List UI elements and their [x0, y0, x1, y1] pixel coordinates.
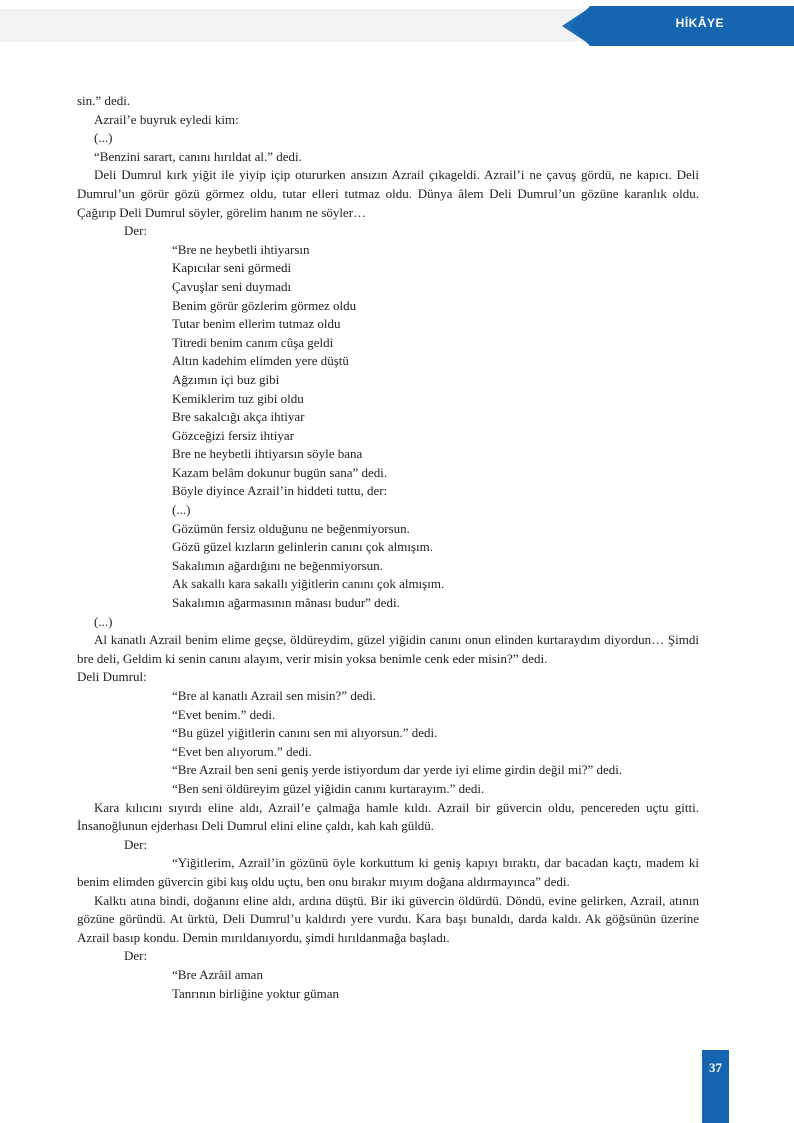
paragraph: “Yiğitlerim, Azrail’in gözünü öyle korkuttum ki geniş kapıyı bıraktı, dar bacadan kaçtı, madem ki benim elimden güvercin gibi kuş oldu uçtu, ben onu bırakır mıyım doğana aldırmayınca” dedi. [77, 855, 699, 889]
speaker-line: Der: [124, 948, 148, 964]
verse-line: Gözceğizi fersiz ihtiyar [172, 427, 294, 443]
section-label: HİKÂYE [675, 16, 724, 30]
verse-line: Altın kadehim elimden yere düştü [172, 353, 349, 369]
verse-line: Ağzımın içi buz gibi [172, 371, 280, 387]
verse-line: “Evet benim.” dedi. [172, 706, 276, 722]
paragraph: Deli Dumrul kırk yiğit ile yiyip içip otururken ansızın Azrail çıkageldi. Azrail’i ne çavuş gördü, ne kapıcı. Deli Dumrul’un görür gözü görmez oldu, tutar elleri tutmaz oldu. Dünya âlem Deli Dumrul’un gözüne karanlık oldu. Çağırıp Deli Dumrul söyler, görelim hanım ne söyler… [77, 167, 699, 220]
verse-line: Tutar benim ellerim tutmaz oldu [172, 316, 341, 332]
verse-line: Sakalımın ağardığını ne beğenmiyorsun. [172, 557, 383, 573]
verse-line: “Ben seni öldüreyim güzel yiğidin canını kurtarayım.” dedi. [172, 780, 485, 796]
verse-line: Gözümün fersiz olduğunu ne beğenmiyorsun. [172, 520, 410, 536]
verse-line: “Bre Azrail ben seni geniş yerde istiyordum dar yerde iyi elime girdin değil mi?” dedi. [172, 762, 623, 778]
verse-line: Ak sakallı kara sakallı yiğitlerin canını çok almışım. [172, 576, 445, 592]
story-text [77, 92, 699, 1003]
paragraph: sin.” dedi. [77, 93, 131, 108]
verse-line: Kazam belâm dokunur bugün sana” dedi. [172, 464, 388, 480]
verse-line: Sakalımın ağarmasının mânası budur” dedi. [172, 595, 400, 611]
verse-line: Böyle diyince Azrail’in hiddeti tuttu, der: [172, 483, 388, 499]
verse-line: “Bre ne heybetli ihtiyarsın [172, 241, 310, 257]
verse-line: Kapıcılar seni görmedi [172, 260, 292, 276]
verse-line: “Evet ben alıyorum.” dedi. [172, 743, 312, 759]
speaker-line: Der: [124, 223, 148, 239]
speaker-line: Der: [124, 836, 148, 852]
verse-line: Titredi benim canım cûşa geldi [172, 334, 334, 350]
page-number: 37 [709, 1060, 722, 1075]
verse-line: Kemiklerim tuz gibi oldu [172, 390, 304, 406]
verse-line: (...) [172, 502, 191, 518]
verse-line: Bre ne heybetli ihtiyarsın söyle bana [172, 446, 363, 462]
paragraph: (...) [94, 130, 113, 146]
paragraph: Al kanatlı Azrail benim elime geçse, öldüreydim, güzel yiğidin canını onun elinden kurtaraydım diyordun… Şimdi bre deli, Geldim ki senin canını alayım, verir misin yoksa benimle cenk eder misin?” dedi. [77, 632, 699, 666]
paragraph: Kara kılıcını sıyırdı eline aldı, Azrail’e çalmağa hamle kıldı. Azrail bir güvercin oldu, pencereden uçtu gitti. İnsanoğlunun ejderhası Deli Dumrul elini eline çaldı, kah kah güldü. [77, 799, 699, 834]
verse-line: “Bu güzel yiğitlerin canını sen mi alıyorsun.” dedi. [172, 725, 438, 741]
verse-line: Bre sakalcığı akça ihtiyar [172, 409, 305, 425]
paragraph: Deli Dumrul: [77, 669, 147, 685]
paragraph: (...) [94, 613, 113, 629]
verse-line: “Bre al kanatlı Azrail sen misin?” dedi. [172, 688, 376, 703]
verse-line: “Bre Azrâil aman [172, 966, 263, 982]
verse-line: Tanrının birliğine yoktur güman [172, 985, 339, 1001]
paragraph: Kalktı atına bindi, doğanını eline aldı, ardına düştü. Bir iki güvercin öldürdü. Döndü, evine gelirken, Azrail, atının gözüne göründü. At ürktü, Deli Dumrul’u kaldırdı yere vurdu. Kara başı bunaldı, darda kaldı. Ak göğsünün üzerine Azrail basıp kondu. Demin mırıldanıyordu, şimdi hırıldanmağa başladı. [77, 892, 699, 945]
verse-line: Çavuşlar seni duymadı [172, 278, 292, 294]
verse-line: Gözü güzel kızların gelinlerin canını çok almışım. [172, 539, 434, 555]
verse-line: Benim görür gözlerim görmez oldu [172, 297, 357, 313]
paragraph: Azrail’e buyruk eyledi kim: [94, 111, 239, 127]
paragraph: “Benzini sarart, canını hırıldat al.” dedi. [94, 148, 302, 164]
